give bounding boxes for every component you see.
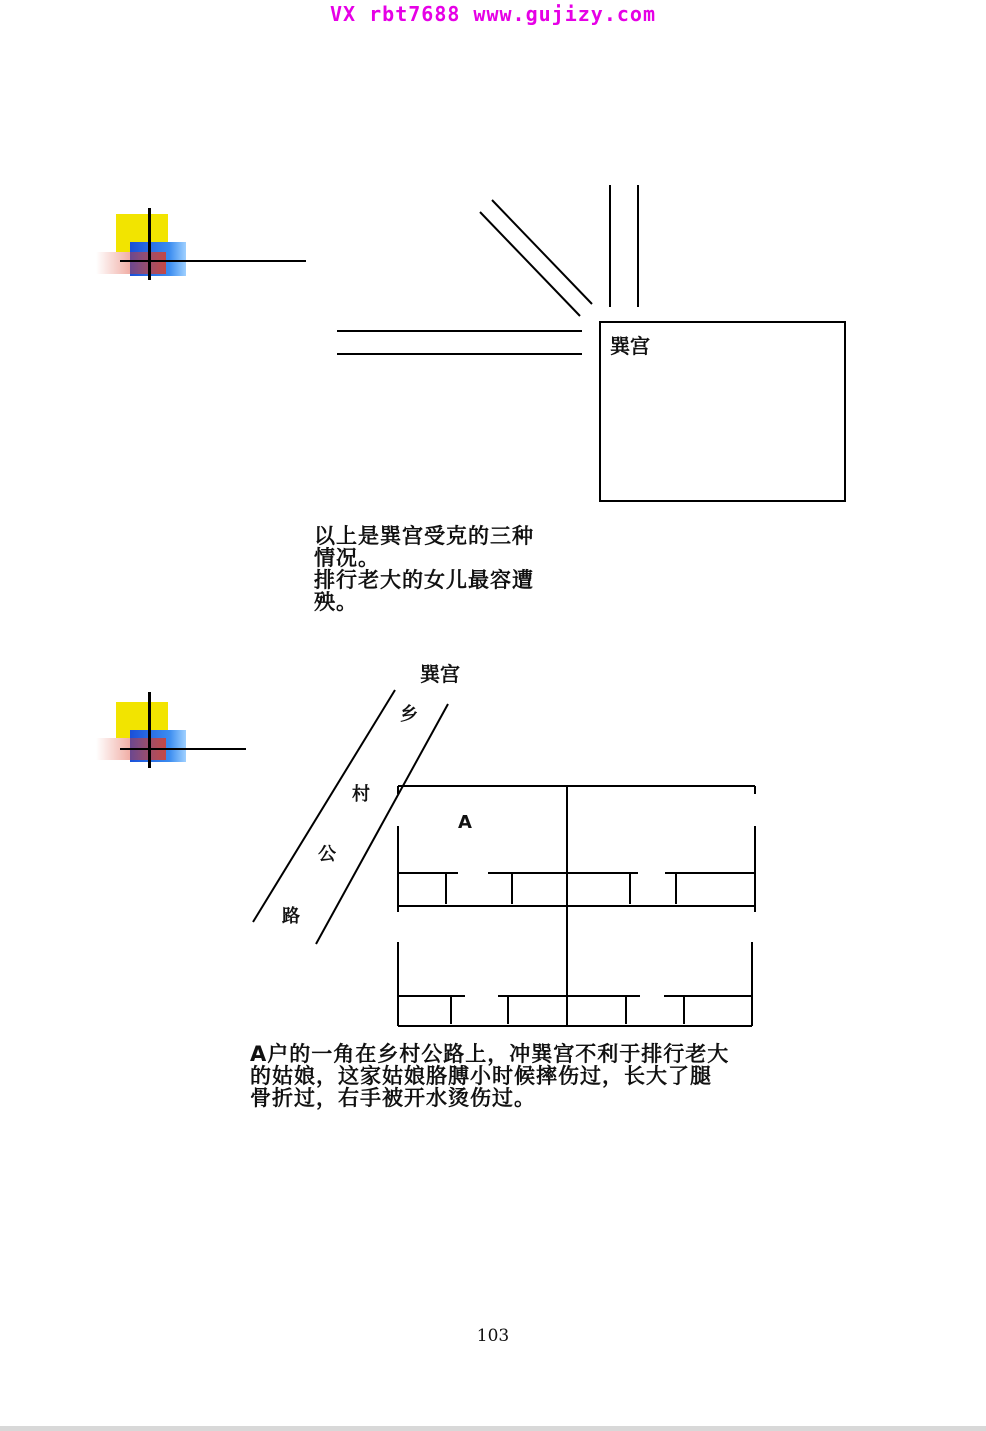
road-char-3: 公 [318,844,336,865]
watermark: VX rbt7688 www.gujizy.com [329,2,657,26]
caption-2: A户的一角在乡村公路上，冲巽宫不利于排行老大 的姑娘，这家姑娘胳膊小时候摔伤过，长大了腿 骨折过，右手被开水烫伤过。 [250,1042,730,1110]
house-a-label: A [458,812,472,833]
page-number: 103 [476,1326,510,1346]
road-char-1: 乡 [400,704,418,725]
bottom-divider [0,1426,986,1431]
box-label: 巽宫 [610,334,650,358]
road-char-2: 村 [352,784,370,805]
xun-palace-label: 巽宫 [420,662,460,686]
caption-1: 以上是巽宫受克的三种 情况。 排行老大的女儿最容遭 殃。 [314,524,534,614]
road-char-4: 路 [282,906,300,927]
